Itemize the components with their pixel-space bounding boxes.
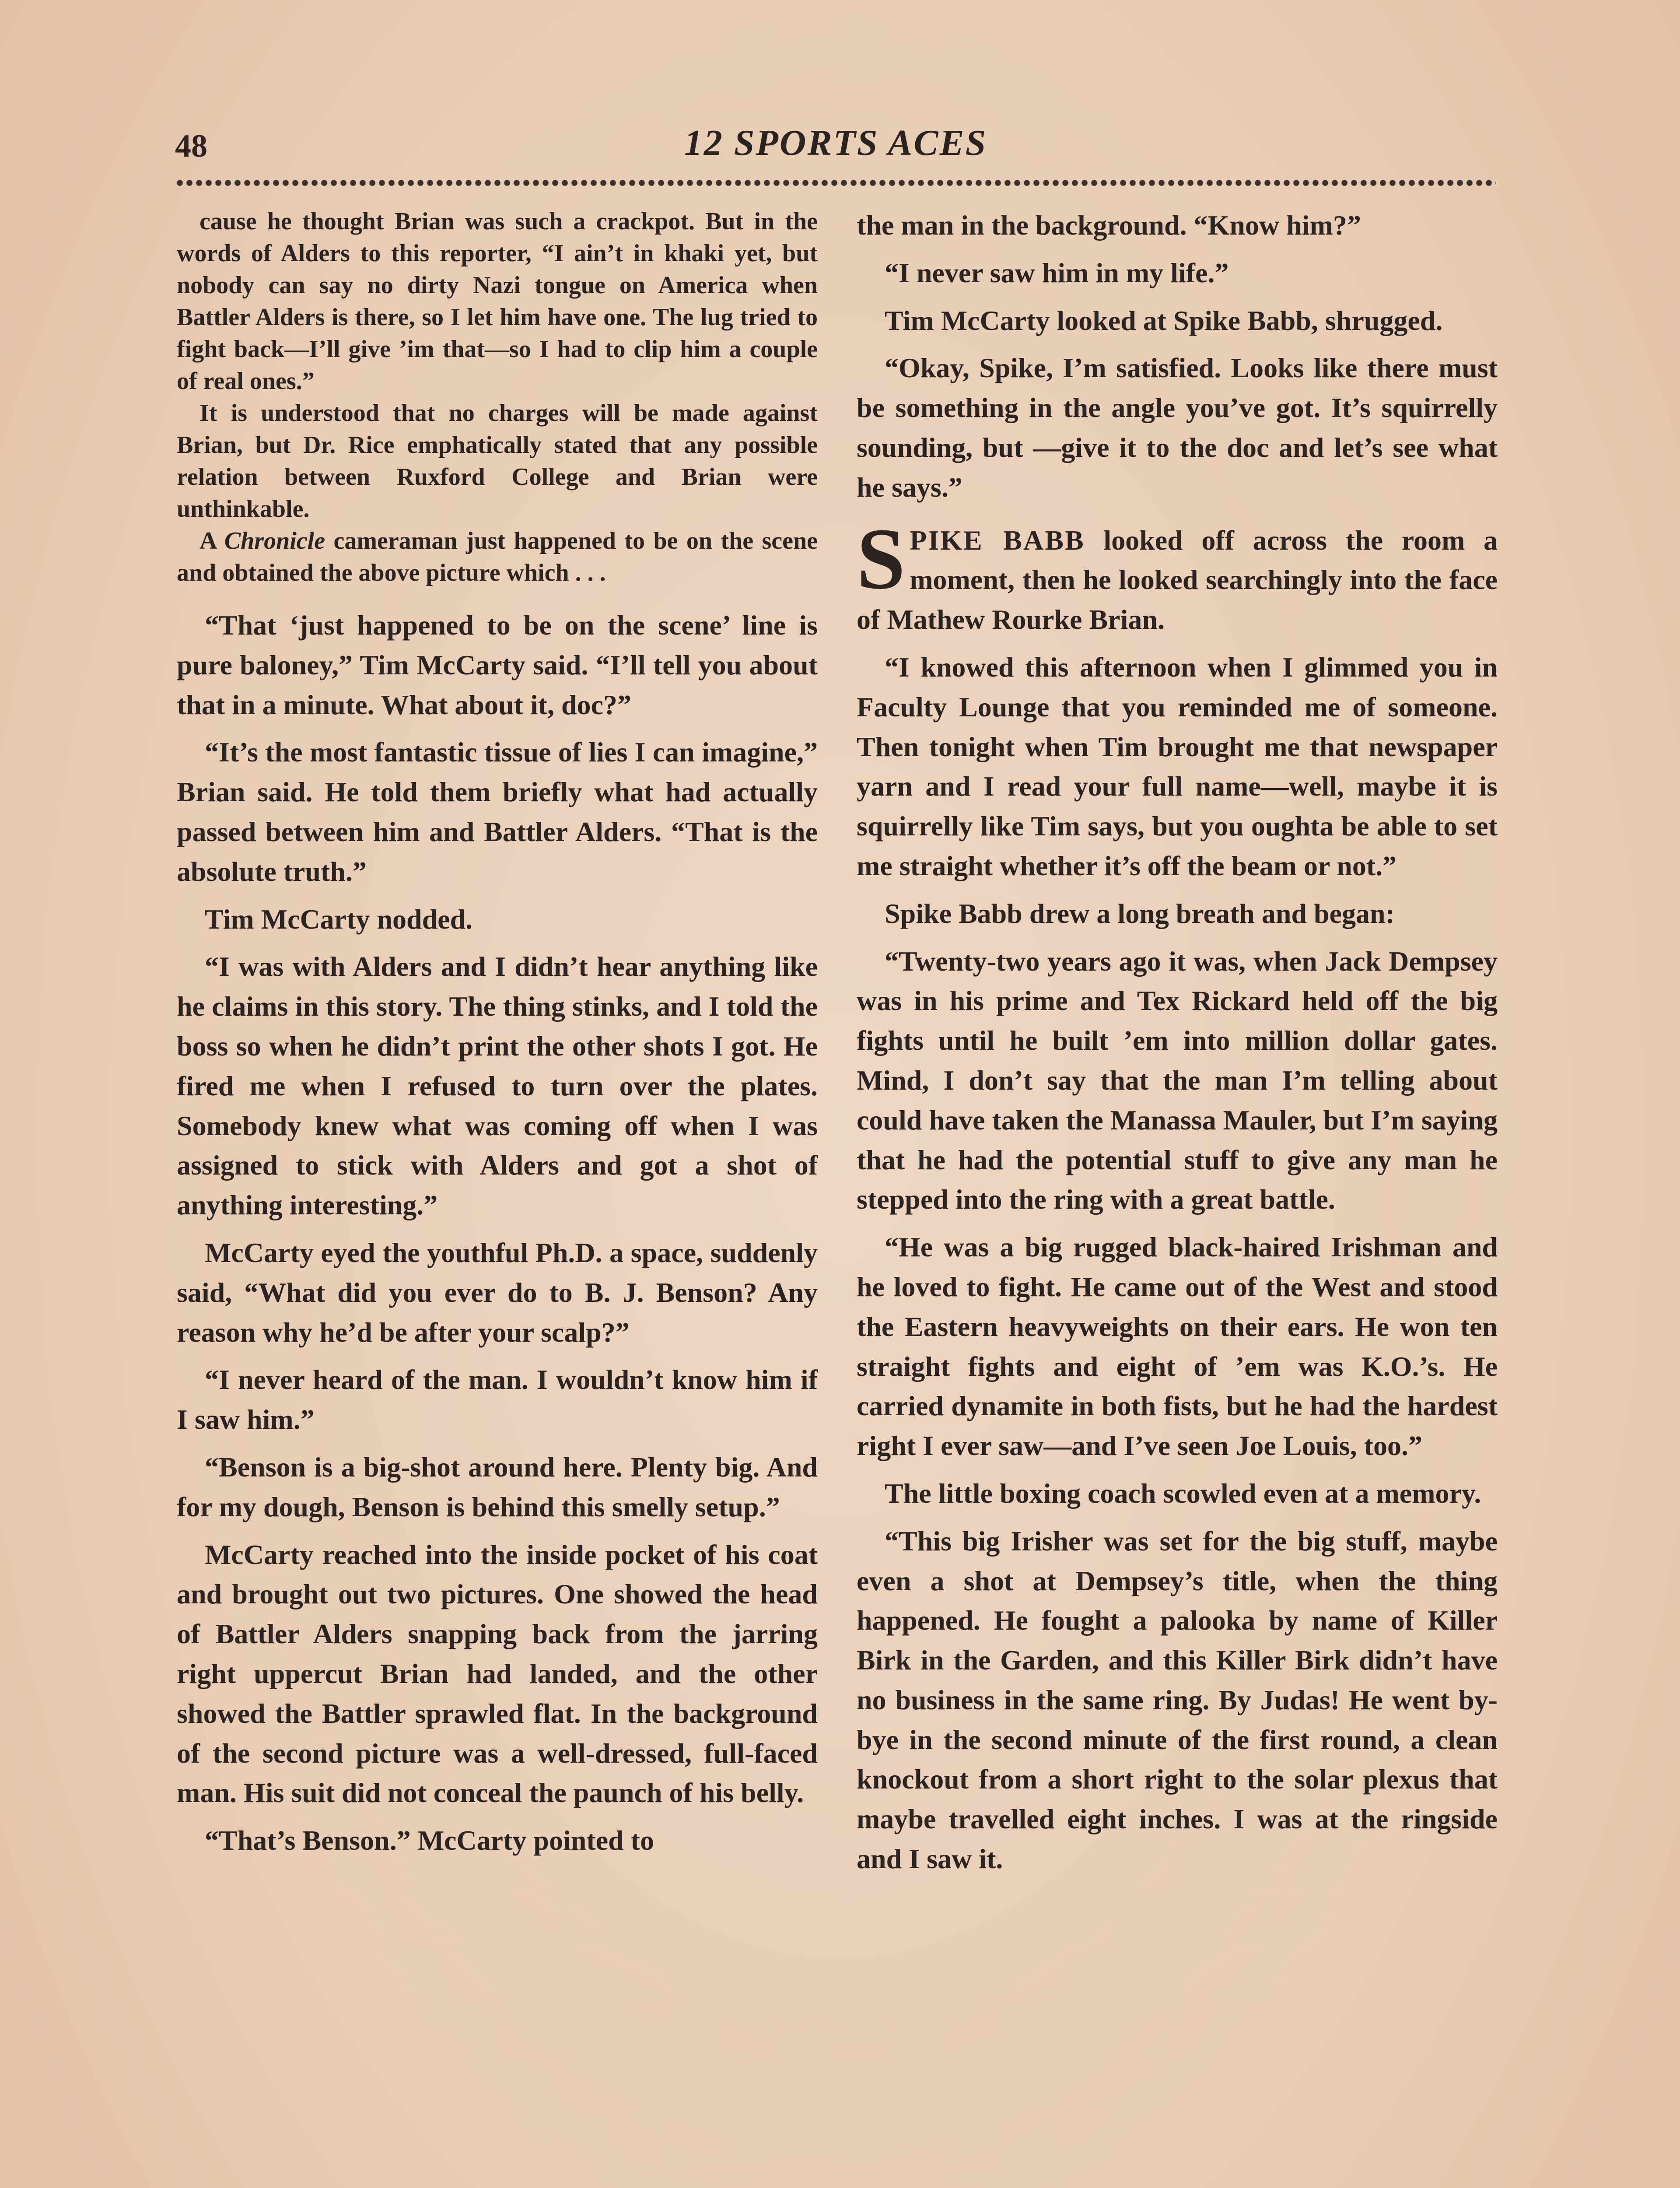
story-paragraph: Tim McCarty looked at Spike Babb, shrugged. — [885, 305, 1443, 336]
story-paragraph: “I knowed this afternoon when I glimmed you in Faculty Lounge that you reminded me of someone. Then tonight when Tim brought me that newspaper yarn and I read your full name—well, maybe it is squirrelly like Tim says, but you oughta be able to set me straight whether it’s off the beam or not.” — [857, 651, 1498, 881]
text-run: looked off across the room a moment, then he looked searchingly into the face of Mathew Rourke Brian. — [857, 524, 1498, 635]
story-paragraph: “I never heard of the man. I wouldn’t know him if I saw him.” — [177, 1364, 818, 1435]
drop-cap: S — [857, 510, 906, 607]
story-paragraph: McCarty eyed the youthful Ph.D. a space, suddenly said, “What did you ever do to B. J. Benson? Any reason why he’d be after your scalp?” — [177, 1237, 818, 1348]
story-paragraph: “This big Irisher was set for the big stuff, maybe even a shot at Dempsey’s title, when the thing happened. He fought a palooka by name of Killer Birk in the Garden, and this Killer Birk didn’t have no business in the same ring. By Judas! He went by-bye in the second minute of the first round, a clean knockout from a short right to the solar plexus that maybe travelled eight inches. I was at the ringside and I saw it. — [857, 1525, 1498, 1875]
text-run: A — [200, 527, 224, 554]
lead-in-caps: PIKE BABB — [910, 524, 1085, 556]
newspaper-name: Chronicle — [224, 527, 326, 554]
story-paragraph: “That’s Benson.” McCarty pointed to — [205, 1825, 654, 1856]
story-paragraph: the man in the background. “Know him?” — [857, 210, 1361, 241]
story-paragraph-dropcap — [857, 510, 1498, 640]
article-paragraph — [177, 525, 818, 589]
story-paragraph: “Okay, Spike, I’m satisfied. Looks like there must be something in the angle you’ve got. It’s squirrelly sounding, but —give it to the doc and let’s see what he says.” — [857, 352, 1498, 503]
story-paragraph: “Twenty-two years ago it was, when Jack Dempsey was in his prime and Tex Rickard held off the big fights until he built ’em into million dollar gates. Mind, I don’t say that the man I’m telling about could have taken the Manassa Mauler, but I’m saying that he had the potential stuff to give any man he stepped into the ring with a great battle. — [857, 945, 1498, 1215]
page-header — [175, 118, 1496, 175]
story-paragraph: “Benson is a big-shot around here. Plenty big. And for my dough, Benson is behind this smelly setup.” — [177, 1451, 818, 1522]
story-paragraph: “He was a big rugged black-haired Irishman and he loved to fight. He came out of the West and stood the Eastern heavyweights on their ears. He won ten straight fights and eight of ’em was K.O.’s. He carried dynamite in both fists, but he had the hardest right I ever saw—and I’ve seen Joe Louis, too.” — [857, 1231, 1498, 1462]
story-paragraph: The little boxing coach scowled even at a memory. — [885, 1477, 1481, 1509]
story-paragraph: “That ‘just happened to be on the scene’ line is pure baloney,” Tim McCarty said. “I’ll tell you about that in a minute. What about it, doc?” — [177, 610, 818, 720]
running-title: 12 SPORTS ACES — [684, 123, 987, 163]
story-paragraph: “I was with Alders and I didn’t hear anything like he claims in this story. The thing stinks, and I told the boss so when he didn’t print the other shots I got. He fired me when I refused to turn over the plates. Somebody knew what was coming off when I was assigned to stick with Alders and got a shot of anything interesting.” — [177, 951, 818, 1221]
article-paragraph: cause he thought Brian was such a crackpot. But in the words of Alders to this reporter, “I ain’t in khaki yet, but nobody can say no dirty Nazi tongue on America when Battler Alders is there, so I let him have one. The lug tried to fight back—I’ll give ’im that—so I had to clip him a couple of real ones.” — [177, 208, 818, 395]
page-number: 48 — [175, 128, 207, 164]
right-column — [857, 206, 1498, 1887]
story-paragraph: “I never saw him in my life.” — [885, 257, 1229, 288]
story-paragraph: Spike Babb drew a long breath and began: — [885, 898, 1395, 929]
story-paragraph: “It’s the most fantastic tissue of lies I can imagine,” Brian said. He told them briefly what had actually passed between him and Battler Alders. “That is the absolute truth.” — [177, 736, 818, 887]
dotted-rule — [175, 179, 1496, 186]
article-paragraph: It is understood that no charges will be made against Brian, but Dr. Rice emphatically stated that any possible relation between Ruxford College and Brian were unthinkable. — [177, 400, 818, 522]
story-paragraph: Tim McCarty nodded. — [205, 903, 473, 935]
left-column — [177, 206, 818, 1869]
text-run: cameraman just happened to be on the scene and obtained the above picture which . . . — [177, 527, 818, 586]
story-paragraph: McCarty reached into the inside pocket of his coat and brought out two pictures. One showed the head of Battler Alders snapping back from the jarring right uppercut Brian had landed, and the other showed the Battler sprawled flat. In the background of the second picture was a well-dressed, full-faced man. His suit did not conceal the paunch of his belly. — [177, 1539, 818, 1809]
